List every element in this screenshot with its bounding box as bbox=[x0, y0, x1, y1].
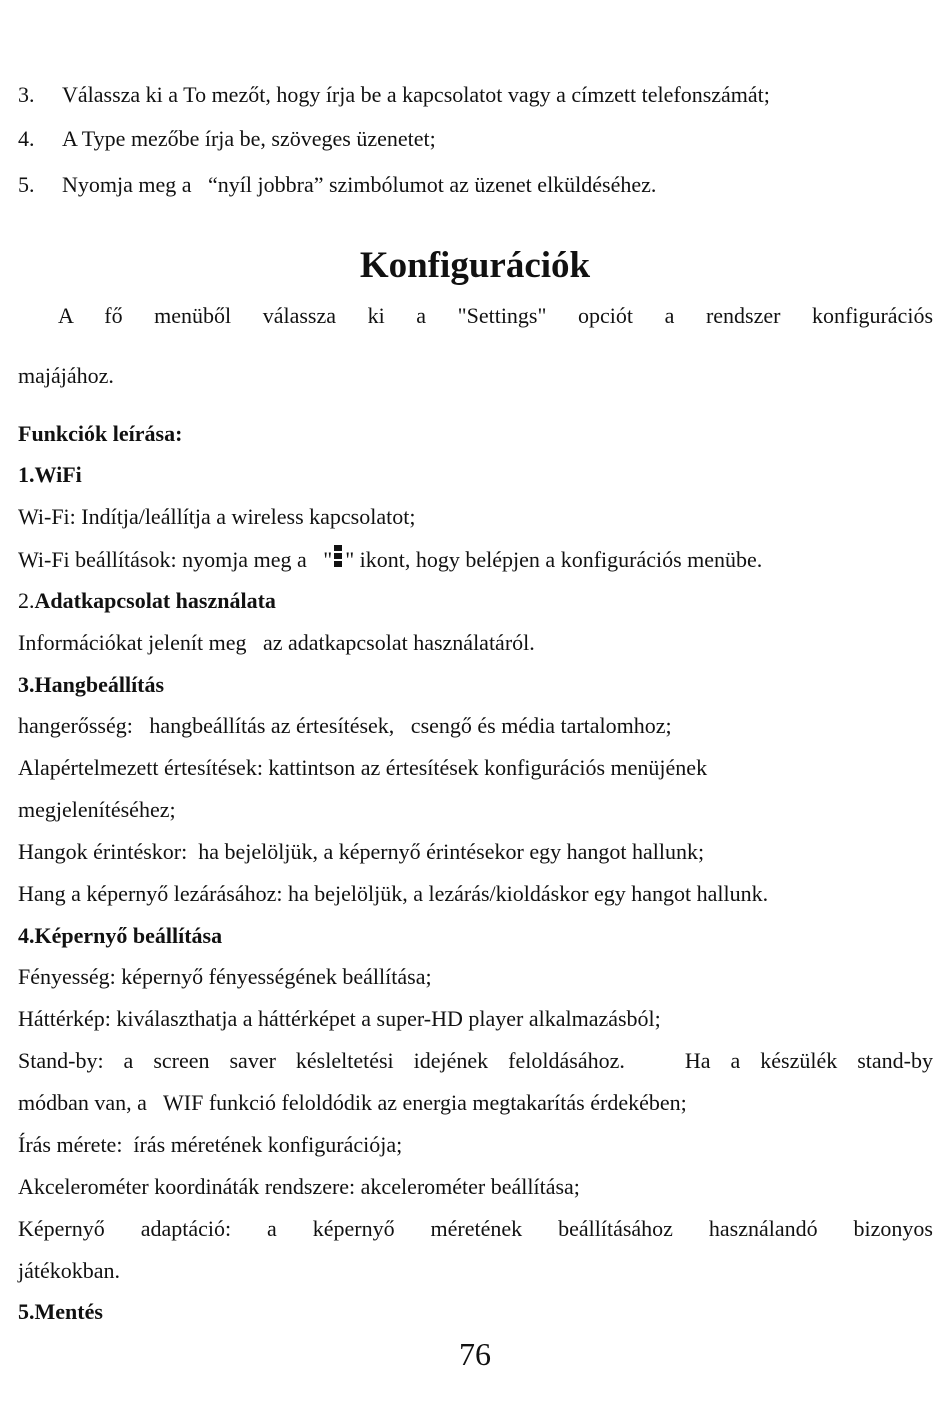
wifi-line-2 bbox=[18, 545, 762, 574]
sound-line-4: Hangok érintéskor: ha bejelöljük, a képernyő érintésekor egy hangot hallunk; bbox=[18, 839, 705, 864]
display-line-8: játékokban. bbox=[18, 1258, 121, 1283]
display-line-3: Stand-by: a screen saver késleltetési idejének feloldásához. Ha a készülék stand-by bbox=[18, 1048, 933, 1073]
menu-icon bbox=[334, 545, 343, 571]
save-heading: 5.Mentés bbox=[18, 1299, 103, 1324]
step-number: 5. bbox=[18, 172, 35, 197]
functions-heading: Funkciók leírása: bbox=[18, 421, 183, 446]
page-number: 76 bbox=[459, 1336, 491, 1372]
sound-line-1: hangerősség: hangbeállítás az értesítések, csengő és média tartalomhoz; bbox=[18, 713, 672, 738]
display-heading: 4.Képernyő beállítása bbox=[18, 923, 223, 948]
display-line-4: módban van, a WIF funkció feloldódik az energia megtakarítás érdekében; bbox=[18, 1090, 687, 1115]
step-number: 4. bbox=[18, 126, 35, 151]
sound-line-3: megjelenítéséhez; bbox=[18, 797, 176, 822]
step-text: Nyomja meg a “nyíl jobbra” szimbólumot az üzenet elküldéséhez. bbox=[62, 172, 657, 197]
wifi-heading: 1.WiFi bbox=[18, 462, 82, 487]
data-line-1: Információkat jelenít meg az adatkapcsolat használatáról. bbox=[18, 630, 535, 655]
step-number: 3. bbox=[18, 82, 35, 107]
data-heading bbox=[18, 587, 276, 615]
step-text: A Type mezőbe írja be, szöveges üzenetet; bbox=[62, 126, 436, 151]
display-line-2: Háttérkép: kiválaszthatja a háttérképet a super-HD player alkalmazásból; bbox=[18, 1006, 661, 1031]
wifi-line-1: Wi-Fi: Indítja/leállítja a wireless kapcsolatot; bbox=[18, 504, 416, 529]
data-heading-number: 2. bbox=[18, 588, 35, 613]
wifi-line-2-after: " ikont, hogy belépjen a konfigurációs menübe. bbox=[345, 547, 763, 572]
sound-line-2: Alapértelmezett értesítések: kattintson az értesítések konfigurációs menüjének bbox=[18, 755, 708, 780]
wifi-line-2-before: Wi-Fi beállítások: nyomja meg a " bbox=[18, 547, 333, 572]
section-title: Konfigurációk bbox=[359, 245, 591, 286]
display-line-6: Akcelerométer koordináták rendszere: akcelerométer beállítása; bbox=[18, 1174, 580, 1199]
sound-heading: 3.Hangbeállítás bbox=[18, 672, 165, 697]
display-line-1: Fényesség: képernyő fényességének beállítása; bbox=[18, 964, 432, 989]
intro-line-1: A fő menüből válassza ki a "Settings" opciót a rendszer konfigurációs bbox=[58, 303, 933, 328]
data-heading-text: Adatkapcsolat használata bbox=[34, 588, 276, 613]
sound-line-5: Hang a képernyő lezárásához: ha bejelöljük, a lezárás/kioldáskor egy hangot hallunk. bbox=[18, 881, 769, 906]
step-text: Válassza ki a To mezőt, hogy írja be a kapcsolatot vagy a címzett telefonszámát; bbox=[62, 82, 770, 107]
display-line-5: Írás mérete: írás méretének konfigurációja; bbox=[18, 1132, 403, 1157]
display-line-7: Képernyő adaptáció: a képernyő méretének beállításához használandó bizonyos bbox=[18, 1216, 933, 1241]
intro-line-2: majájához. bbox=[18, 363, 114, 388]
